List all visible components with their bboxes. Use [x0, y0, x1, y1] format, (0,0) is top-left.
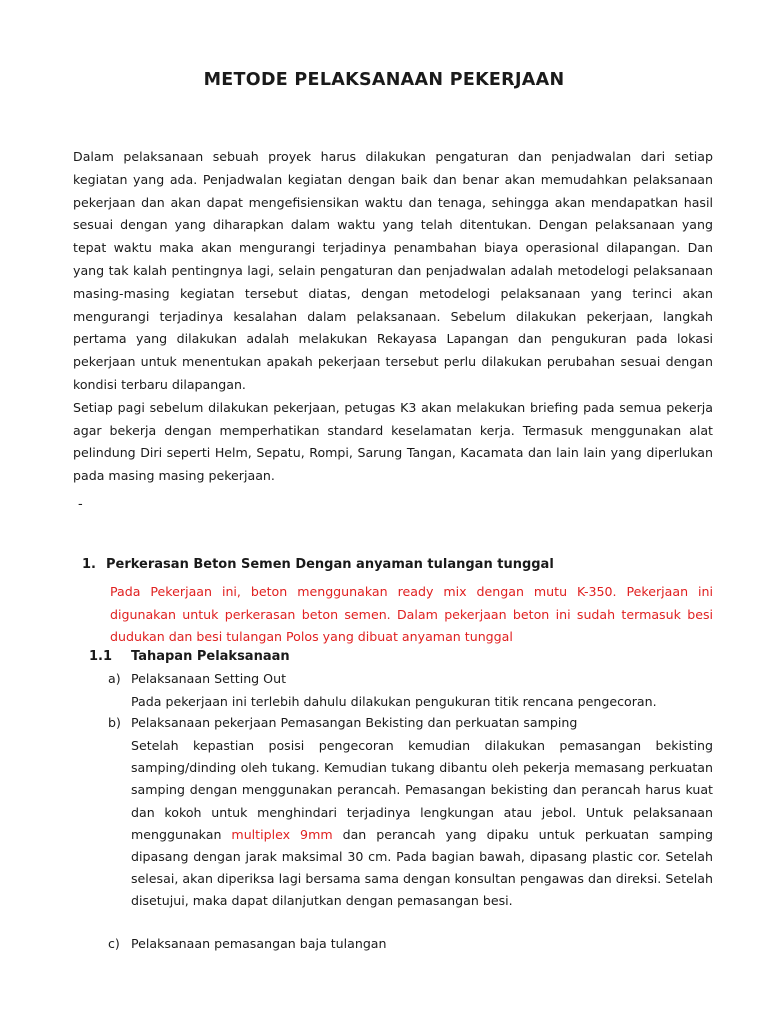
section-1-description: Pada Pekerjaan ini, beton menggunakan ready mix dengan mutu K-350. Pekerjaan ini digunakan untuk perkerasan beton semen. Dalam pekerjaan beton ini sudah termasuk besi dudukan dan besi tulangan Polos yang dibuat anyaman tunggal: [110, 584, 713, 644]
item-b-label: b): [108, 715, 121, 730]
item-b-body-highlight: multiplex 9mm: [231, 826, 333, 842]
item-a-heading: [108, 671, 286, 686]
intro-paragraph-1: Dalam pelaksanaan sebuah proyek harus dilakukan pengaturan dan penjadwalan dari setiap kegiatan yang ada. Penjadwalan kegiatan dengan baik dan benar akan memudahkan pelaksanaan pekerjaan dan akan dapat mengefisiensikan waktu dan tenaga, sehingga akan mendapatkan hasil sesuai dengan yang diharapkan dalam waktu yang telah ditentukan. Dengan pelaksanaan yang tepat waktu maka akan mengurangi terjadinya penambahan biaya operasional dilapangan. Dan yang tak kalah pentingnya lagi, selain pengaturan dan penjadwalan adalah metodelogi pelaksanaan masing-masing kegiatan tersebut diatas, dengan metodelogi pelaksanaan yang terinci akan mengurangi terjadinya kesalahan dalam pelaksanaan. Sebelum dilakukan pekerjaan, langkah pertama yang dilakukan adalah melakukan Rekayasa Lapangan dan pengukuran pada lokasi pekerjaan untuk menentukan apakah pekerjaan tersebut perlu dilakukan perubahan sesuai dengan kondisi terbaru dilapangan.: [73, 149, 713, 392]
item-b-body-part-2: dan perancah yang dipaku untuk perkuatan samping dipasang dengan jarak maksimal 30 cm. Pada bagian bawah, dipasang plastic cor. Setelah selesai, akan diperiksa lagi bersama sama dengan konsultan pengawas dan direksi. Setelah disetujui, maka dapat dilanjutkan dengan pemasangan besi.: [131, 826, 713, 909]
section-1-title: Perkerasan Beton Semen Dengan anyaman tulangan tunggal: [106, 557, 554, 572]
dash-marker: -: [78, 497, 83, 512]
section-1-1-heading: [89, 649, 290, 664]
item-a-title: Pelaksanaan Setting Out: [131, 671, 287, 686]
item-c-label: c): [108, 936, 120, 951]
item-a-body: Pada pekerjaan ini terlebih dahulu dilakukan pengukuran titik rencana pengecoran.: [131, 694, 657, 709]
item-a-label: a): [108, 671, 121, 686]
intro-paragraph-2: Setiap pagi sebelum dilakukan pekerjaan, petugas K3 akan melakukan briefing pada semua pekerja agar bekerja dengan memperhatikan standard keselamatan kerja. Termasuk menggunakan alat pelindung Diri seperti Helm, Sepatu, Rompi, Sarung Tangan, Kacamata dan lain lain yang diperlukan pada masing masing pekerjaan.: [73, 399, 713, 484]
section-1-1-number: 1.1: [89, 649, 113, 664]
item-b-body-part-1: Setelah kepastian posisi pengecoran kemudian dilakukan pemasangan bekisting samping/dinding oleh tukang. Kemudian tukang dibantu oleh pekerja memasang perkuatan samping dengan menggunakan perancah. Pemasangan bekisting dan perancah harus kuat dan kokoh untuk menghindari terjadinya lengkungan atau jebol. Untuk pelaksanaan menggunakan: [131, 738, 713, 842]
item-c-title: Pelaksanaan pemasangan baja tulangan: [131, 936, 387, 951]
section-1-number: 1.: [82, 557, 96, 572]
item-b-body: [131, 735, 713, 913]
section-1-heading: [82, 557, 554, 572]
item-c-heading: [108, 936, 387, 951]
intro-text: [73, 146, 713, 488]
section-1-1-title: Tahapan Pelaksanaan: [131, 649, 290, 664]
item-b-heading: [108, 715, 577, 730]
page-title: METODE PELAKSANAAN PEKERJAAN: [203, 70, 565, 90]
item-b-title: Pelaksanaan pekerjaan Pemasangan Bekisting dan perkuatan samping: [131, 715, 578, 730]
